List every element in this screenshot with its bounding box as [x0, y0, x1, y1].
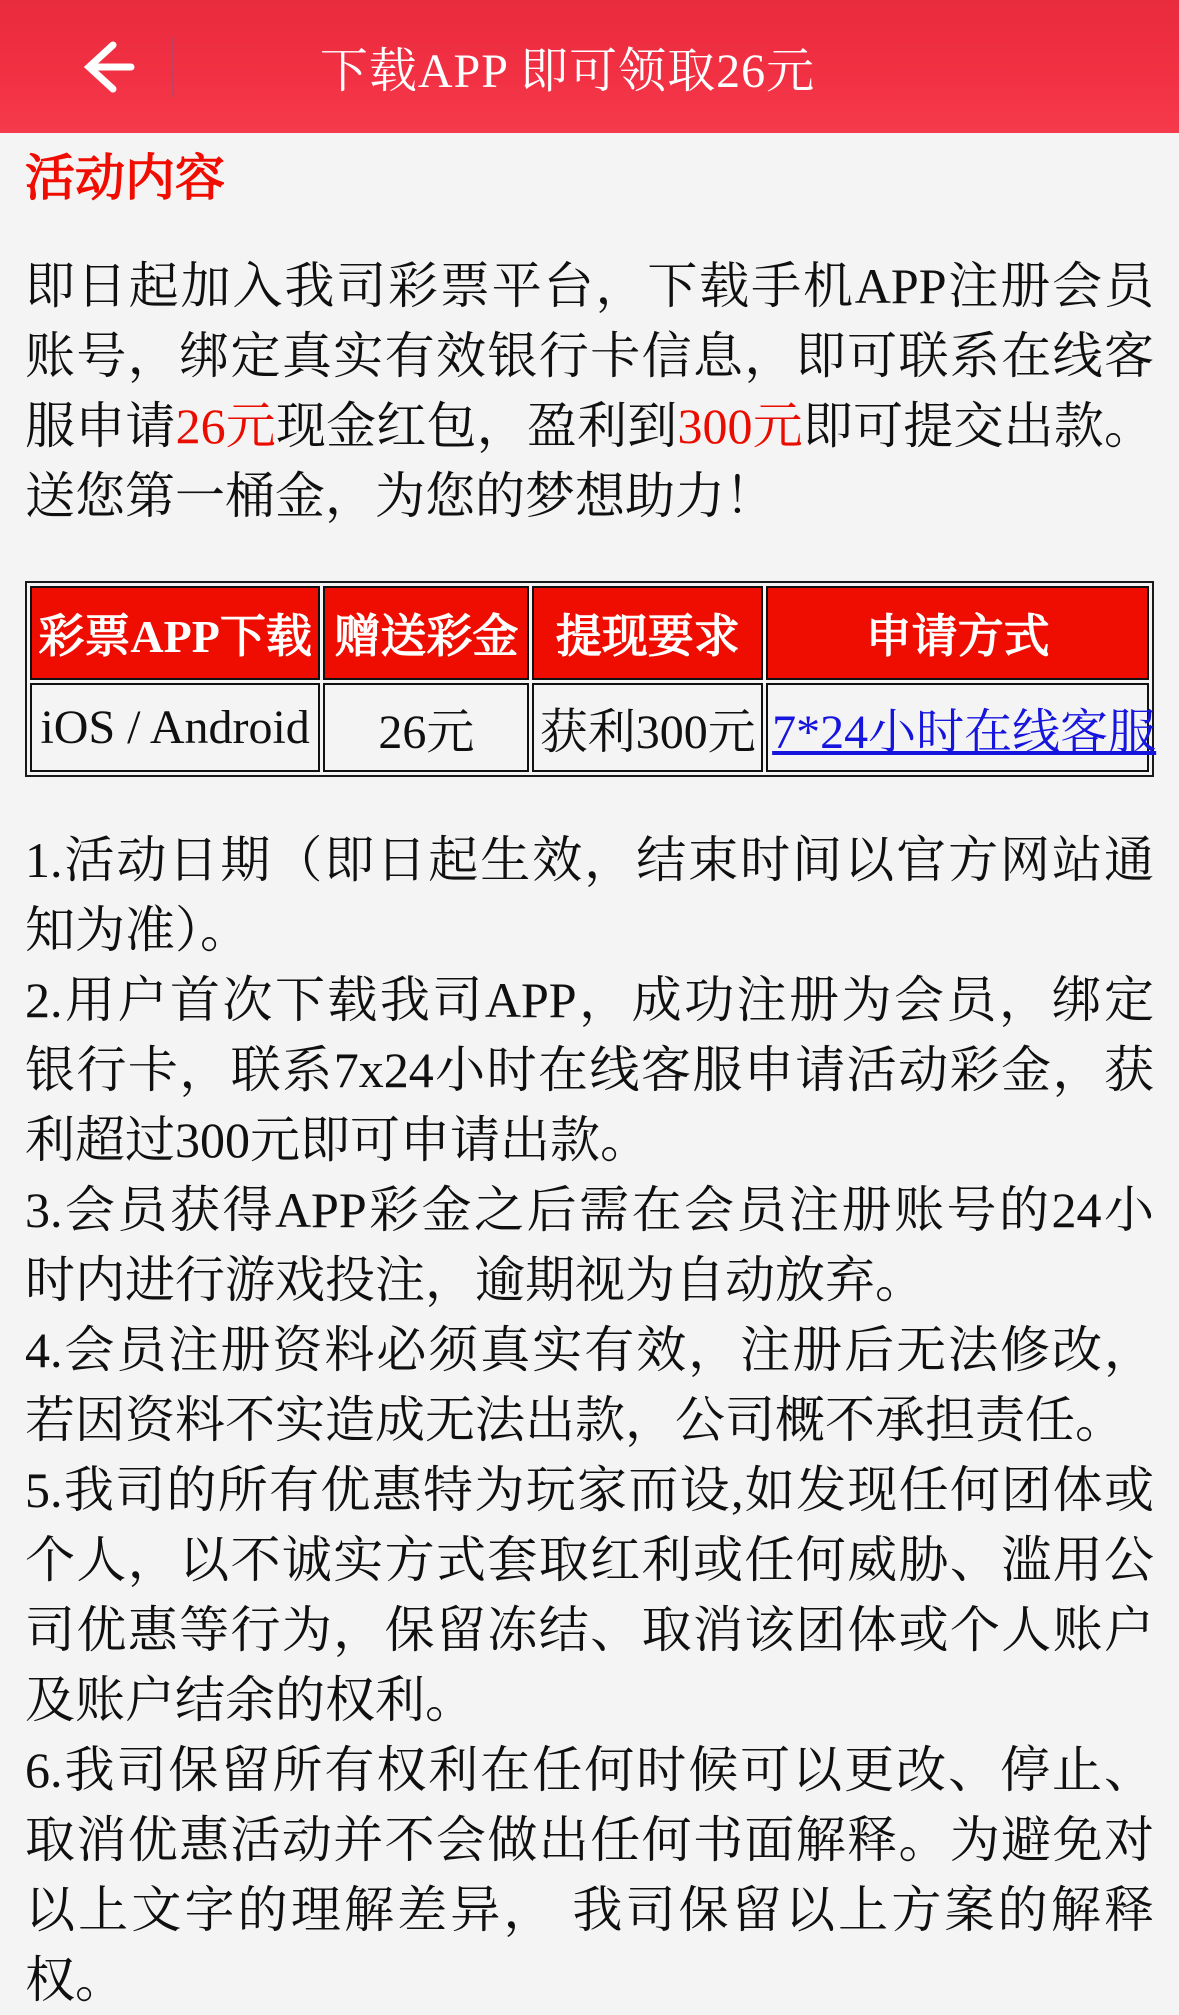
rules-list: [25, 825, 1154, 2015]
rule-item-4: 4.会员注册资料必须真实有效，注册后无法修改，若因资料不实造成无法出款，公司概不承担责任。: [25, 1322, 1154, 1448]
table-header-app-download: 彩票APP下载: [30, 586, 320, 680]
table-row: [30, 683, 1149, 772]
promo-content: [0, 147, 1179, 2015]
platforms-cell: iOS / Android: [30, 683, 320, 772]
page-title: 下载APP 即可领取26元: [319, 45, 816, 98]
rule-item-3: 3.会员获得APP彩金之后需在会员注册账号的24小时内进行游戏投注，逾期视为自动放弃。: [25, 1182, 1154, 1308]
apply-cell: [766, 683, 1157, 772]
intro-paragraph: [25, 251, 1154, 531]
rule-item-6: 6.我司保留所有权利在任何时候可以更改、停止、取消优惠活动并不会做出任何书面解释。为避免对以上文字的理解差异， 我司保留以上方案的解释权。: [25, 1742, 1154, 2008]
rule-item-5: 5.我司的所有优惠特为玩家而设,如发现任何团体或个人，以不诚实方式套取红利或任何威胁、滥用公司优惠等行为，保留冻结、取消该团体或个人账户及账户结余的权利。: [25, 1462, 1154, 1728]
withdraw-cell: 获利300元: [532, 683, 763, 772]
rule-item-2: 2.用户首次下载我司APP，成功注册为会员，绑定银行卡，联系7x24小时在线客服申请活动彩金，获利超过300元即可申请出款。: [25, 972, 1154, 1168]
section-heading: 活动内容: [25, 150, 225, 206]
customer-service-link[interactable]: 7*24小时在线客服: [772, 706, 1157, 759]
table-header-bonus: 赠送彩金: [323, 586, 529, 680]
bonus-amount-highlight: 26元: [175, 398, 276, 454]
app-header: [0, 0, 1179, 133]
promo-table: [25, 581, 1157, 777]
rule-item-1: 1.活动日期（即日起生效，结束时间以官方网站通知为准）。: [25, 832, 1154, 958]
intro-text-1: 即日起加入我司彩票平台，下载手机APP注册会员账号，绑定真实有效银行卡信息，即可联系在线客服申请: [25, 258, 1154, 454]
table-header-apply: 申请方式: [766, 586, 1149, 680]
profit-amount-highlight: 300元: [677, 398, 803, 454]
table-header-row: [30, 586, 1149, 680]
bonus-cell: 26元: [323, 683, 529, 772]
promo-table-body: [30, 683, 1157, 772]
intro-text-2: 现金红包，盈利到: [275, 398, 678, 454]
intro-text-3: 即可提交出款。送您第一桶金，为您的梦想助力！: [25, 398, 1155, 524]
table-header-withdraw: 提现要求: [532, 586, 763, 680]
promo-table-head: [30, 586, 1149, 680]
